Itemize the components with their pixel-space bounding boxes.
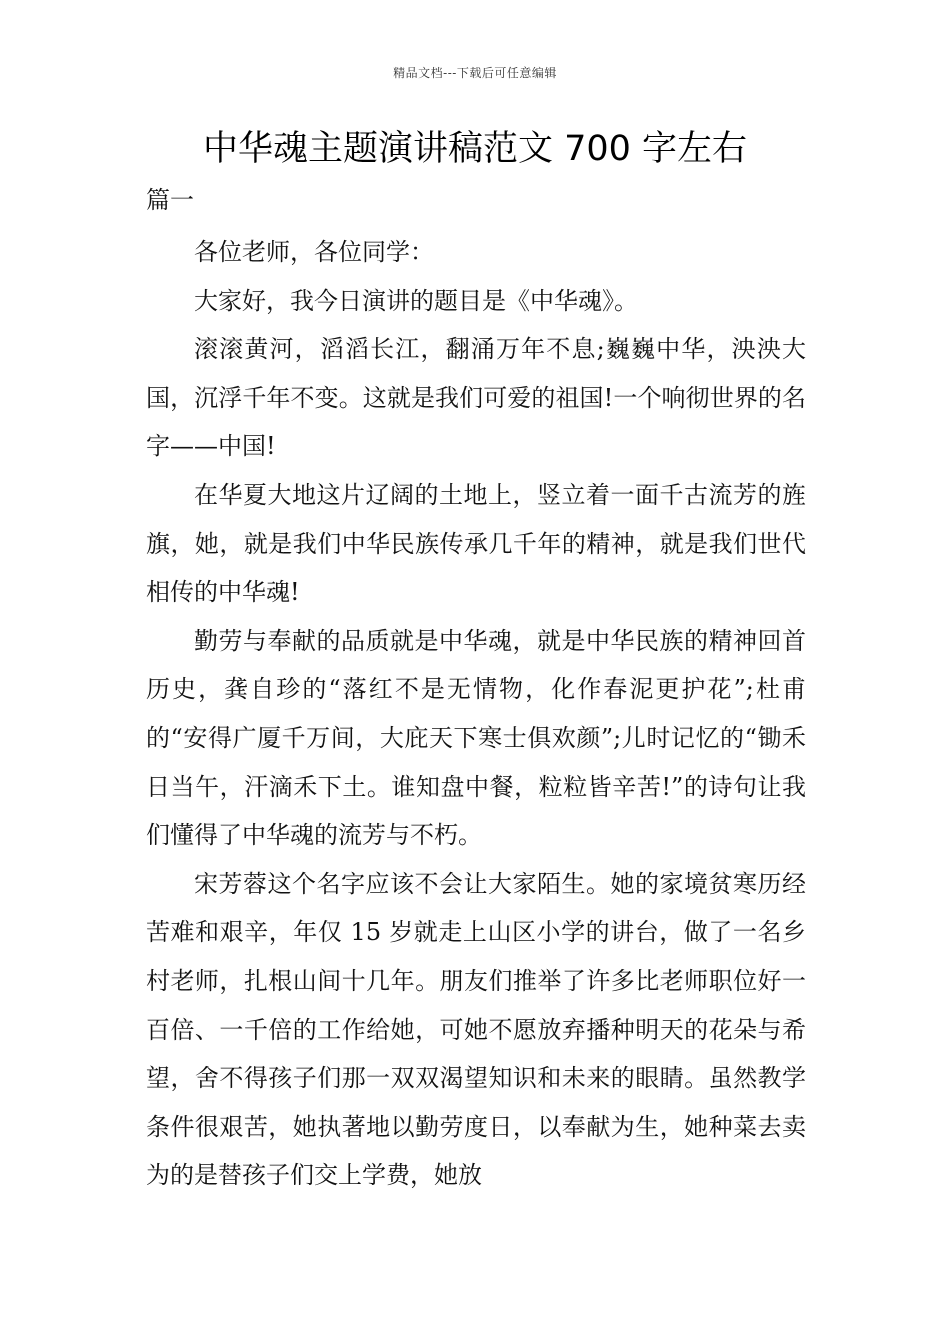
section-label: 篇一 xyxy=(146,186,194,214)
paragraph-rivers: 滚滚黄河，滔滔长江，翻涌万年不息;巍巍中华，泱泱大国，沉浮千年不变。这就是我们可爱的祖国!一个响彻世界的名字——中国! xyxy=(146,335,806,461)
document-body xyxy=(146,228,806,1200)
paragraph-greeting: 各位老师，各位同学： xyxy=(194,238,434,266)
paragraph-intro: 大家好，我今日演讲的题目是《中华魂》。 xyxy=(194,286,638,315)
paragraph-banner: 在华夏大地这片辽阔的土地上，竖立着一面千古流芳的旌旗，她，就是我们中华民族传承几千年的精神，就是我们世代相传的中华魂! xyxy=(146,480,806,607)
paragraph-diligence: 勤劳与奉献的品质就是中华魂，就是中华民族的精神回首历史，龚自珍的“落红不是无情物，化作春泥更护花”;杜甫的“安得广厦千万间，大庇天下寒士俱欢颜”;儿时记忆的“锄禾日当午，汗滴禾下土。谁知盘中餐，粒粒皆辛苦!”的诗句让我们懂得了中华魂的流芳与不朽。 xyxy=(146,626,806,850)
page-header: 精品文档---下载后可任意编辑 xyxy=(393,66,557,80)
paragraph-teacher-story: 宋芳蓉这个名字应该不会让大家陌生。她的家境贫寒历经苦难和艰辛，年仅 15 岁就走上山区小学的讲台，做了一名乡村老师，扎根山间十几年。朋友们推举了许多比老师职位好一百倍、一千倍的工作给她，可她不愿放弃播种明天的花朵与希望，舍不得孩子们那一双双渴望知识和未来的眼睛。虽然教学条件很艰苦，她执著地以勤劳度日，以奉献为生，她种菜去卖为的是替孩子们交上学费，她放 xyxy=(146,869,806,1190)
document-title: 中华魂主题演讲稿范文 700 字左右 xyxy=(202,129,748,169)
